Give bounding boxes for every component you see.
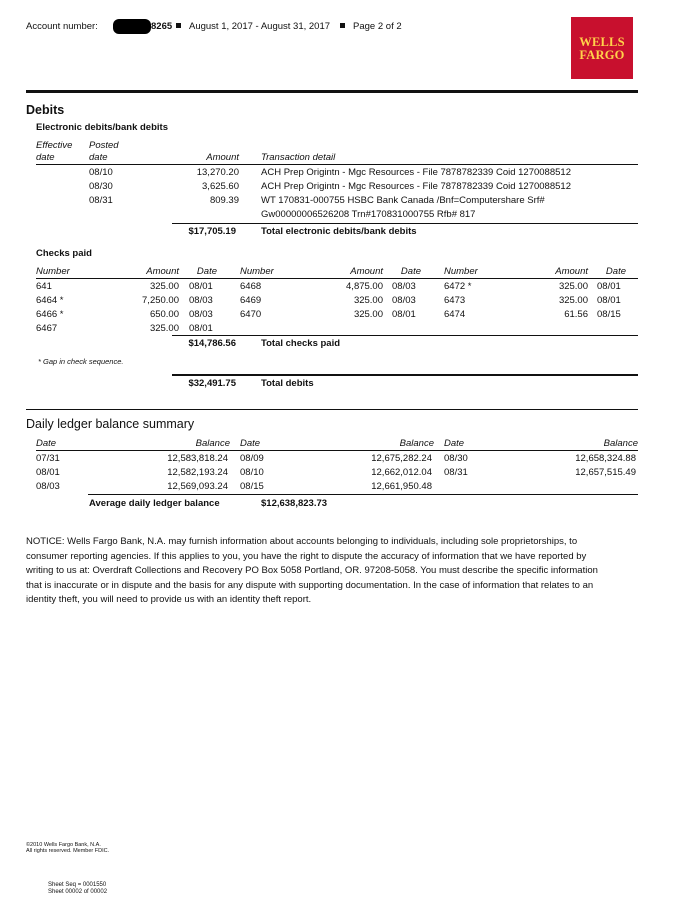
total-rule xyxy=(172,374,638,376)
row-amount: 13,270.20 xyxy=(196,167,239,178)
hdr-check-date: Date xyxy=(196,266,217,277)
check-amount: 325.00 xyxy=(149,281,179,292)
checks-total-amount: $14,786.56 xyxy=(188,338,236,349)
statement-period: August 1, 2017 - August 31, 2017 xyxy=(189,21,331,32)
wells-fargo-logo xyxy=(571,17,633,79)
header-rule xyxy=(26,90,638,93)
redacted-account-number xyxy=(113,19,151,34)
subtotal-rule xyxy=(172,335,638,336)
electronic-total-label: Total electronic debits/bank debits xyxy=(261,226,417,237)
page-indicator: Page 2 of 2 xyxy=(353,21,402,32)
debits-total-label: Total debits xyxy=(261,378,314,389)
header-line xyxy=(26,21,98,33)
statement-period-line xyxy=(176,21,402,33)
checks-total-label: Total checks paid xyxy=(261,338,341,349)
check-date: 08/03 xyxy=(392,295,416,306)
ledger-date: 08/30 xyxy=(444,453,468,464)
check-number: 6464 * xyxy=(36,295,64,306)
electronic-total-amount: $17,705.19 xyxy=(188,226,236,237)
row-posted-date: 08/10 xyxy=(89,167,113,178)
copyright xyxy=(26,842,109,854)
debits-title: Debits xyxy=(26,103,65,117)
bullet-square-icon xyxy=(176,23,181,28)
electronic-debits-title: Electronic debits/bank debits xyxy=(36,122,168,133)
check-amount: 325.00 xyxy=(353,309,383,320)
check-date: 08/01 xyxy=(597,281,621,292)
row-detail-continued: Gw00000006526208 Trn#170831000755 Rfb# 817 xyxy=(261,209,476,220)
row-detail: ACH Prep Origintn - Mgc Resources - File 7878782339 Coid 1270088512 xyxy=(261,181,571,192)
hdr-posted: Posted xyxy=(89,140,119,151)
check-date: 08/15 xyxy=(597,309,621,320)
ledger-balance: 12,661,950.48 xyxy=(371,481,432,492)
check-amount: 650.00 xyxy=(149,309,179,320)
row-amount: 809.39 xyxy=(209,195,239,206)
account-label: Account number: xyxy=(26,21,98,32)
check-amount: 325.00 xyxy=(558,295,588,306)
ledger-title: Daily ledger balance summary xyxy=(26,417,195,431)
average-balance-value: $12,638,823.73 xyxy=(261,498,328,509)
ledger-balance: 12,662,012.04 xyxy=(371,467,432,478)
ledger-date: 08/03 xyxy=(36,481,60,492)
subtotal-rule xyxy=(172,223,638,224)
bullet-square-icon xyxy=(340,23,345,28)
checks-paid-title: Checks paid xyxy=(36,248,92,259)
row-posted-date: 08/31 xyxy=(89,195,113,206)
check-number: 6467 xyxy=(36,323,58,334)
ledger-balance: 12,582,193.24 xyxy=(167,467,228,478)
ledger-balance: 12,569,093.24 xyxy=(167,481,228,492)
check-amount: 61.56 xyxy=(564,309,588,320)
check-amount: 325.00 xyxy=(353,295,383,306)
logo-line2: FARGO xyxy=(579,48,625,62)
check-number: 641 xyxy=(36,281,52,292)
average-rule xyxy=(88,494,638,495)
check-number: 6474 xyxy=(444,309,466,320)
hdr-ledger-balance: Balance xyxy=(603,438,638,449)
hdr-check-amount: Amount xyxy=(146,266,179,277)
check-date: 08/03 xyxy=(189,309,213,320)
table-rule xyxy=(36,278,638,279)
ledger-balance: 12,675,282.24 xyxy=(371,453,432,464)
ledger-date: 07/31 xyxy=(36,453,60,464)
hdr-ledger-balance: Balance xyxy=(399,438,434,449)
hdr-check-number: Number xyxy=(444,266,478,277)
hdr-ledger-balance: Balance xyxy=(195,438,230,449)
check-number: 6468 xyxy=(240,281,262,292)
check-number: 6470 xyxy=(240,309,262,320)
account-suffix: 8265 xyxy=(151,21,173,32)
hdr-check-date: Date xyxy=(400,266,421,277)
hdr-amount: Amount xyxy=(206,152,239,163)
row-detail: ACH Prep Origintn - Mgc Resources - File 7878782339 Coid 1270088512 xyxy=(261,167,571,178)
check-date: 08/01 xyxy=(597,295,621,306)
hdr-ledger-date: Date xyxy=(240,438,261,449)
copyright-line1: ©2010 Wells Fargo Bank, N.A. xyxy=(26,842,101,848)
sheet-info xyxy=(48,882,107,896)
ledger-date: 08/15 xyxy=(240,481,264,492)
check-date: 08/01 xyxy=(189,323,213,334)
ledger-balance: 12,658,324.88 xyxy=(575,453,636,464)
check-number: 6473 xyxy=(444,295,466,306)
hdr-check-number: Number xyxy=(240,266,274,277)
average-balance-label: Average daily ledger balance xyxy=(89,498,220,509)
hdr-effective-date: date xyxy=(36,152,55,163)
ledger-date: 08/01 xyxy=(36,467,60,478)
hdr-check-amount: Amount xyxy=(350,266,383,277)
hdr-effective: Effective xyxy=(36,140,73,151)
hdr-check-date: Date xyxy=(605,266,626,277)
ledger-date: 08/10 xyxy=(240,467,264,478)
notice-text: NOTICE: Wells Fargo Bank, N.A. may furnish information about accounts belonging to individuals, including sole proprietorships, to consumer reporting agencies. If this applies to you, you have the right to dispute the accuracy of information that we have reported by writing to us at: Overdraft Collections and Recovery PO Box 5058 Portland, OR. 97208-5058. You must describe the specific information that is inaccurate or in dispute and the basis for any dispute with supporting documentation. In the case of information that relates to an identity theft, you will need to provide us with an identity theft report. xyxy=(26,536,598,605)
hdr-check-amount: Amount xyxy=(555,266,588,277)
ledger-date: 08/31 xyxy=(444,467,468,478)
debits-total-amount: $32,491.75 xyxy=(188,378,236,389)
row-amount: 3,625.60 xyxy=(202,181,239,192)
ledger-date: 08/09 xyxy=(240,453,264,464)
hdr-posted-date: date xyxy=(89,152,108,163)
check-date: 08/03 xyxy=(392,281,416,292)
check-date: 08/01 xyxy=(189,281,213,292)
check-gap-footnote: * Gap in check sequence. xyxy=(38,357,124,366)
check-number: 6472 * xyxy=(444,281,472,292)
row-detail: WT 170831-000755 HSBC Bank Canada /Bnf=Computershare Srf# xyxy=(261,195,545,206)
copyright-line2: All rights reserved. Member FDIC. xyxy=(26,848,110,854)
ledger-balance: 12,657,515.49 xyxy=(575,467,636,478)
table-rule xyxy=(36,450,638,451)
hdr-ledger-date: Date xyxy=(444,438,465,449)
sheet-count: Sheet 00002 of 00002 xyxy=(48,889,108,895)
check-number: 6466 * xyxy=(36,309,64,320)
check-date: 08/01 xyxy=(392,309,416,320)
sheet-seq: Sheet Seq = 0001550 xyxy=(48,882,107,888)
ledger-balance: 12,583,818.24 xyxy=(167,453,228,464)
check-number: 6469 xyxy=(240,295,262,306)
check-amount: 4,875.00 xyxy=(346,281,383,292)
logo-line1: WELLS xyxy=(579,35,625,49)
hdr-ledger-date: Date xyxy=(36,438,57,449)
check-date: 08/03 xyxy=(189,295,213,306)
section-rule xyxy=(26,409,638,410)
hdr-transaction-detail: Transaction detail xyxy=(261,152,336,163)
table-rule xyxy=(36,164,638,165)
check-amount: 7,250.00 xyxy=(142,295,179,306)
row-posted-date: 08/30 xyxy=(89,181,113,192)
check-amount: 325.00 xyxy=(558,281,588,292)
check-amount: 325.00 xyxy=(149,323,179,334)
hdr-check-number: Number xyxy=(36,266,70,277)
